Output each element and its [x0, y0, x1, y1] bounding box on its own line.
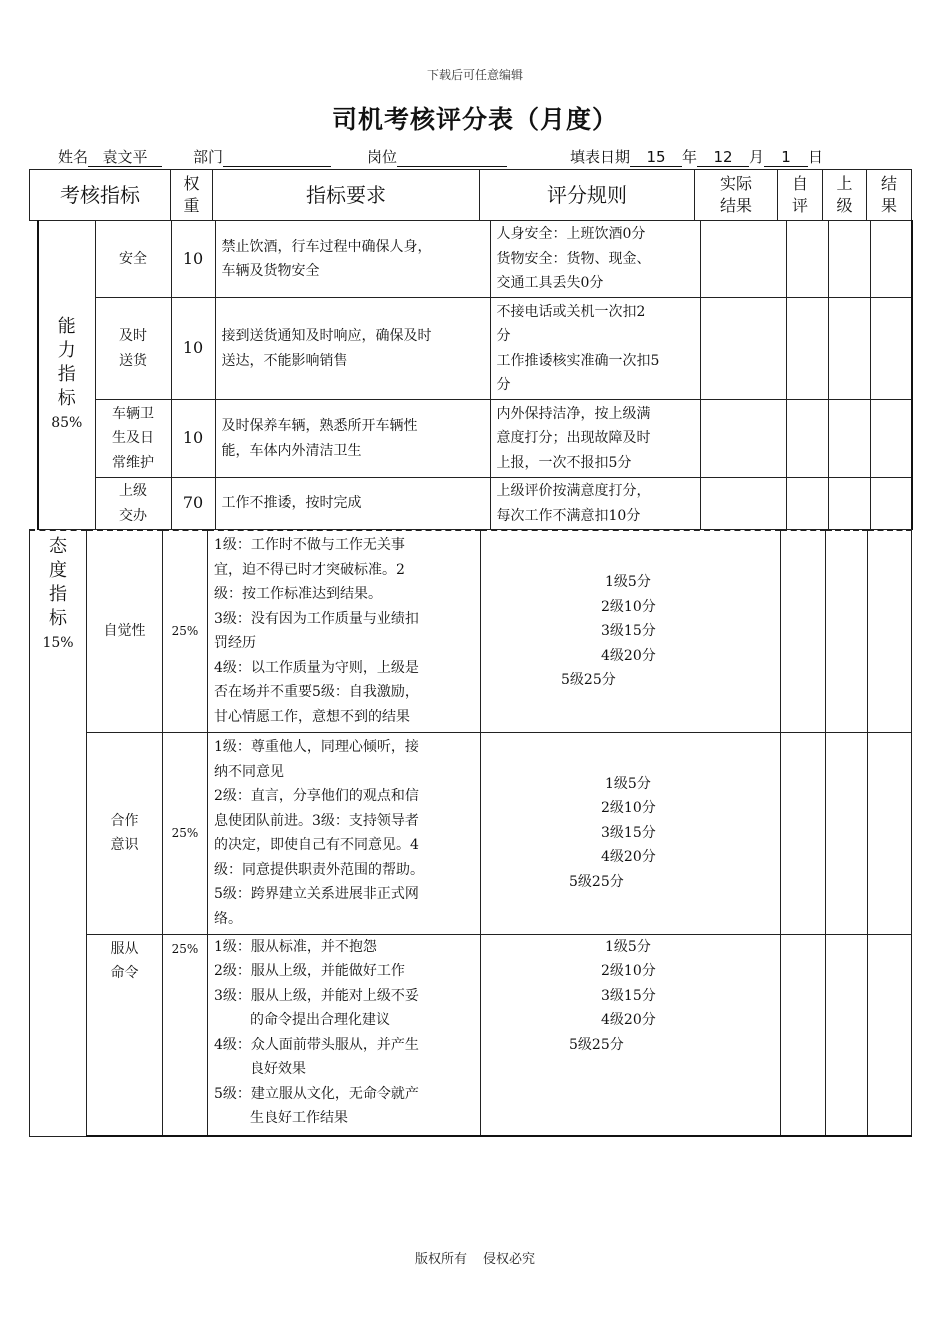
actual-result-cell[interactable]	[700, 298, 786, 400]
final-result-cell[interactable]	[868, 732, 912, 934]
year-value[interactable]: 15	[630, 148, 682, 167]
footer	[0, 1248, 950, 1267]
indicator-rules: 不接电话或关机一次扣2 分 工作推诿核实准确一次扣5 分	[490, 298, 700, 400]
page-title: 司机考核评分表（月度）	[331, 105, 618, 134]
day-label: 日	[808, 148, 824, 166]
header-indicator: 考核指标	[30, 170, 171, 221]
final-result-cell[interactable]	[868, 530, 912, 732]
superior-score-cell[interactable]	[828, 400, 870, 478]
year-label: 年	[682, 148, 698, 166]
indicator-requirement: 1级：尊重他人，同理心倾听，接 纳不同意见 2级：直言，分享他们的观点和信 息使团队前进。3级：支持领导者 的决定，即使自己有不同意见。4 级：同意提供职责外范围的帮助。 5级：跨界建立关系进展非正式网 络。	[208, 732, 481, 934]
indicator-weight: 25%	[163, 934, 208, 1136]
indicator-weight: 10	[171, 298, 215, 400]
indicator-rules: 上级评价按满意度打分， 每次工作不满意扣10分	[490, 478, 700, 530]
self-score-cell[interactable]	[786, 221, 828, 298]
attitude-row-cooperation	[30, 732, 912, 934]
final-result-cell[interactable]	[870, 478, 912, 530]
header-weight: 权 重	[171, 170, 213, 221]
indicator-requirement: 1级：服从标准，并不抱怨 2级：服从上级，并能做好工作 3级：服从上级，并能对上级不妥 的命令提出合理化建议 4级：众人面前带头服从，并产生 良好效果 5级：建立服从文化，无命令就产 生良好工作结果	[208, 934, 481, 1136]
indicator-rules: 人身安全：上班饮酒0分 货物安全：货物、现金、 交通工具丢失0分	[490, 221, 700, 298]
top-note: 下载后可任意编辑	[426, 68, 523, 82]
ability-row-maintenance	[38, 400, 912, 478]
header-actual: 实际 结果	[695, 170, 778, 221]
self-score-cell[interactable]	[786, 478, 828, 530]
day-value[interactable]: 1	[764, 148, 808, 167]
indicator-rules: 内外保持洁净，按上级满 意度打分；出现故障及时 上报，一次不报扣5分	[490, 400, 700, 478]
indicator-name: 自觉性	[87, 530, 163, 732]
ability-table	[37, 220, 913, 530]
dept-label: 部门	[193, 148, 224, 166]
date-field[interactable]	[570, 146, 823, 167]
indicator-requirement: 工作不推诿，按时完成	[215, 478, 490, 530]
footer-rights: 侵权必究	[483, 1252, 536, 1267]
dept-field[interactable]	[193, 146, 331, 167]
superior-score-cell[interactable]	[828, 221, 870, 298]
actual-result-cell[interactable]	[700, 400, 786, 478]
footer-copyright: 版权所有	[414, 1252, 467, 1267]
superior-score-cell[interactable]	[826, 934, 868, 1136]
actual-result-cell[interactable]	[700, 221, 786, 298]
indicator-name: 安全	[95, 221, 171, 298]
attitude-row-obedience	[30, 934, 912, 1136]
indicator-requirement: 禁止饮酒，行车过程中确保人身， 车辆及货物安全	[215, 221, 490, 298]
indicator-rules: 1级5分 2级10分 3级15分 4级20分 5级25分	[481, 530, 781, 732]
self-score-cell[interactable]	[781, 732, 826, 934]
header-requirement: 指标要求	[213, 170, 480, 221]
indicator-rules: 1级5分 2级10分 3级15分 4级20分 5级25分	[481, 934, 781, 1136]
post-field[interactable]	[367, 146, 507, 167]
indicator-name: 及时 送货	[95, 298, 171, 400]
final-result-cell[interactable]	[870, 400, 912, 478]
name-value[interactable]: 袁文平	[88, 148, 162, 167]
date-label: 填表日期	[570, 148, 631, 166]
name-field[interactable]	[58, 146, 162, 167]
superior-score-cell[interactable]	[828, 478, 870, 530]
final-result-cell[interactable]	[868, 934, 912, 1136]
indicator-requirement: 及时保养车辆，熟悉所开车辆性 能，车体内外清洁卫生	[215, 400, 490, 478]
ability-row-safety	[38, 221, 912, 298]
header-result: 结 果	[867, 170, 912, 221]
indicator-weight: 10	[171, 221, 215, 298]
indicator-weight: 25%	[163, 530, 208, 732]
indicator-name: 服从 命令	[87, 934, 163, 1136]
final-result-cell[interactable]	[870, 221, 912, 298]
header-superior: 上 级	[823, 170, 867, 221]
name-label: 姓名	[58, 148, 89, 166]
post-label: 岗位	[367, 148, 398, 166]
indicator-rules: 1级5分 2级10分 3级15分 4级20分 5级25分	[481, 732, 781, 934]
header-table	[29, 169, 912, 221]
superior-score-cell[interactable]	[826, 732, 868, 934]
ability-group-label: 能 力 指 标 85%	[38, 221, 95, 530]
actual-result-cell[interactable]	[700, 478, 786, 530]
attitude-group-label: 态 度 指 标 15%	[30, 530, 87, 1136]
indicator-name: 合作 意识	[87, 732, 163, 934]
attitude-row-self-discipline	[30, 530, 912, 732]
indicator-name: 车辆卫 生及日 常维护	[95, 400, 171, 478]
header-rules: 评分规则	[480, 170, 695, 221]
header-self: 自 评	[778, 170, 823, 221]
superior-score-cell[interactable]	[826, 530, 868, 732]
indicator-weight: 70	[171, 478, 215, 530]
month-label: 月	[749, 148, 765, 166]
indicator-name: 上级 交办	[95, 478, 171, 530]
attitude-table	[29, 529, 912, 1137]
indicator-weight: 10	[171, 400, 215, 478]
ability-row-delivery	[38, 298, 912, 400]
indicator-requirement: 1级：工作时不做与工作无关事 宜，迫不得已时才突破标准。2 级：按工作标准达到结果。 3级：没有因为工作质量与业绩扣 罚经历 4级：以工作质量为守则，上级是 否在场并不重要5级：自我激励， 甘心情愿工作，意想不到的结果	[208, 530, 481, 732]
post-value[interactable]	[397, 148, 507, 167]
self-score-cell[interactable]	[786, 400, 828, 478]
self-score-cell[interactable]	[781, 530, 826, 732]
ability-row-superior-tasks	[38, 478, 912, 530]
self-score-cell[interactable]	[786, 298, 828, 400]
month-value[interactable]: 12	[697, 148, 749, 167]
indicator-weight: 25%	[163, 732, 208, 934]
superior-score-cell[interactable]	[828, 298, 870, 400]
self-score-cell[interactable]	[781, 934, 826, 1136]
dept-value[interactable]	[223, 148, 331, 167]
indicator-requirement: 接到送货通知及时响应，确保及时 送达，不能影响销售	[215, 298, 490, 400]
final-result-cell[interactable]	[870, 298, 912, 400]
